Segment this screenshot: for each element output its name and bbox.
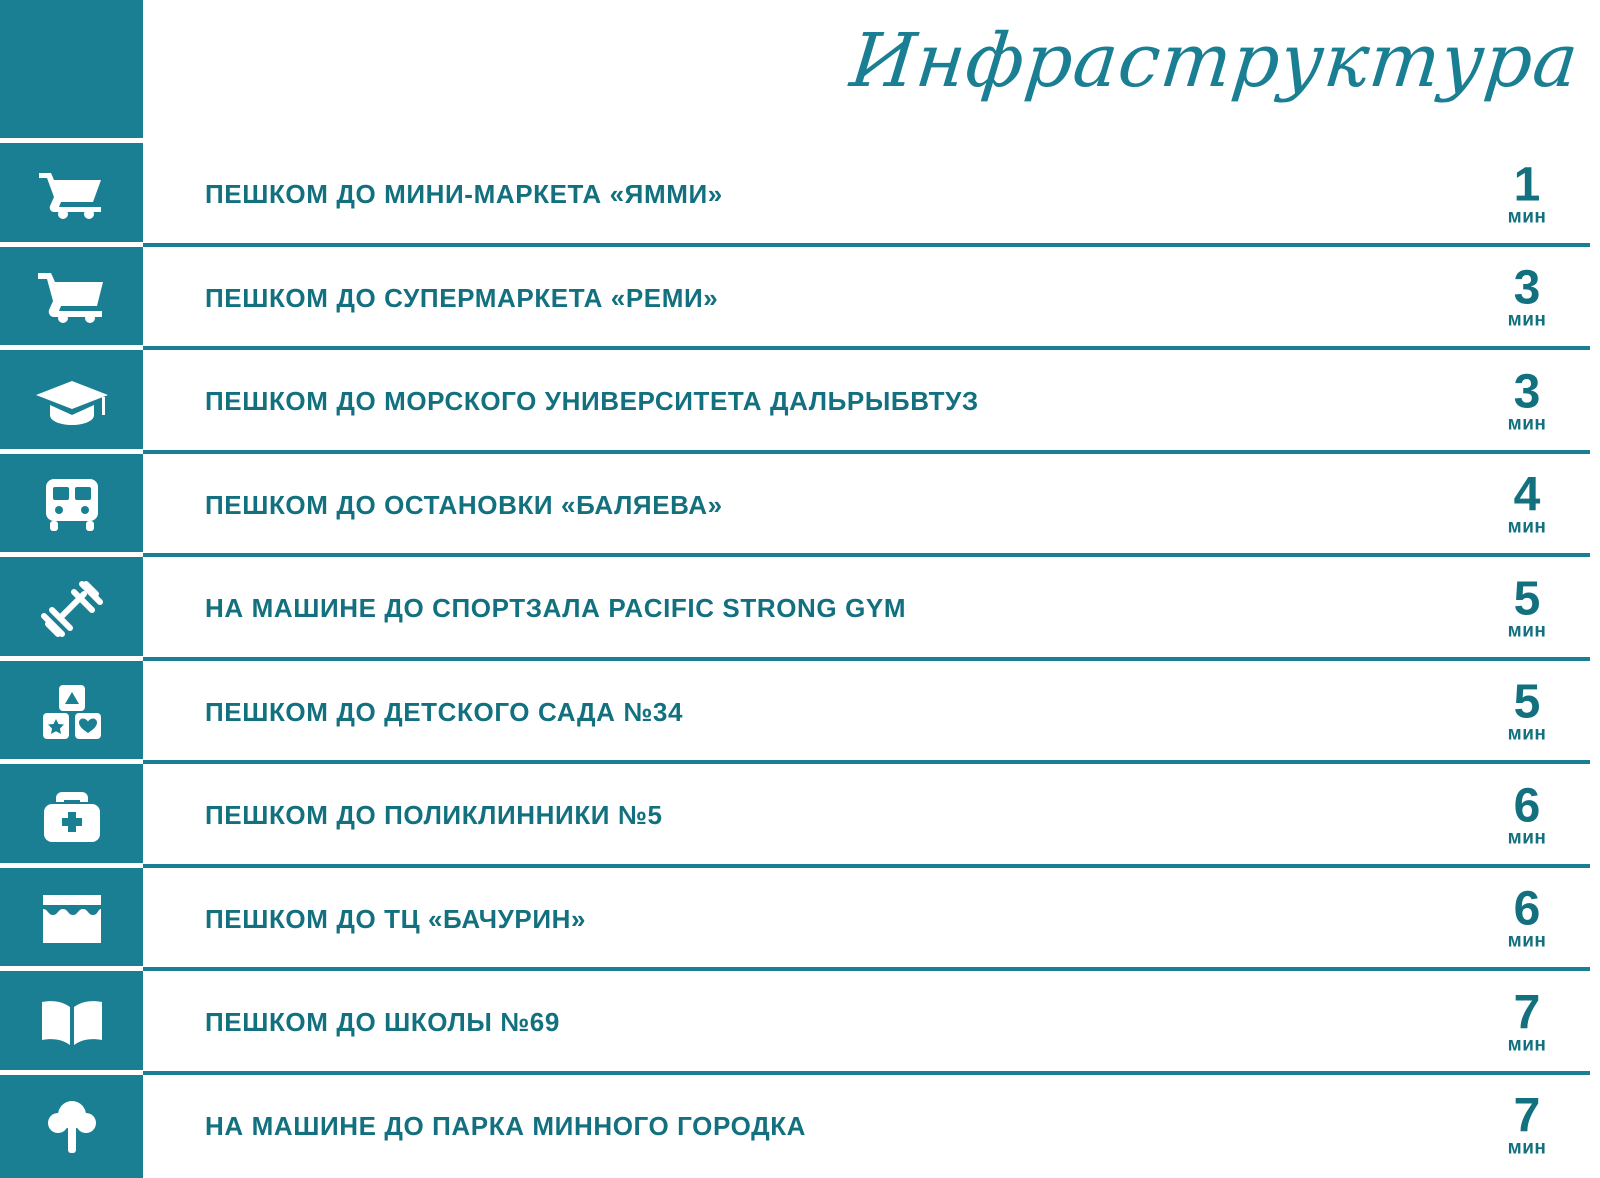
open-book-icon [38, 997, 106, 1049]
list-item-time [1482, 675, 1572, 745]
list-item-time [1482, 261, 1572, 331]
icon-cell [0, 971, 143, 1075]
icon-cell [0, 454, 143, 558]
list-item [0, 1075, 1600, 1178]
icon-cell [0, 247, 143, 351]
page-title: Инфраструктура [846, 18, 1583, 104]
list-item-label: ПЕШКОМ ДО ДЕТСКОГО САДА №34 [205, 696, 684, 727]
list-item-label: ПЕШКОМ ДО ПОЛИКЛИННИКИ №5 [205, 800, 663, 831]
time-value: 6 [1513, 882, 1541, 936]
time-unit: мин [1507, 620, 1547, 642]
time-unit: мин [1507, 930, 1547, 952]
list-item-label: ПЕШКОМ ДО МИНИ-МАРКЕТА «ЯММИ» [205, 179, 723, 210]
shopping-cart-icon [39, 169, 105, 221]
list-item-time [1482, 572, 1572, 642]
list-item-label: ПЕШКОМ ДО ШКОЛЫ №69 [205, 1007, 560, 1038]
list-item-label: ПЕШКОМ ДО ОСТАНОВКИ «БАЛЯЕВА» [205, 489, 723, 520]
icon-cell [0, 661, 143, 765]
infrastructure-list [0, 143, 1600, 1178]
content-cell [143, 764, 1600, 868]
content-cell [143, 868, 1600, 972]
dumbbell-icon [40, 580, 104, 638]
bus-icon [43, 477, 101, 533]
list-item-label: ПЕШКОМ ДО ТЦ «БАЧУРИН» [205, 903, 587, 934]
list-item [0, 764, 1600, 868]
time-value: 6 [1513, 779, 1541, 833]
icon-cell [0, 557, 143, 661]
list-item [0, 661, 1600, 765]
content-cell [143, 350, 1600, 454]
time-value: 3 [1513, 365, 1541, 419]
list-item-time [1482, 365, 1572, 435]
icon-cell [0, 1075, 143, 1178]
toy-blocks-icon [41, 683, 103, 741]
list-item [0, 247, 1600, 351]
list-item-time [1482, 986, 1572, 1056]
content-cell [143, 557, 1600, 661]
time-value: 7 [1513, 1089, 1541, 1143]
time-unit: мин [1507, 206, 1547, 228]
shopping-cart-icon [38, 271, 106, 325]
icon-cell [0, 764, 143, 868]
time-unit: мин [1507, 1034, 1547, 1056]
time-unit: мин [1507, 309, 1547, 331]
time-value: 3 [1513, 261, 1541, 315]
content-cell [143, 143, 1600, 247]
time-unit: мин [1507, 1137, 1547, 1159]
time-value: 7 [1513, 986, 1541, 1040]
list-item-time [1482, 468, 1572, 538]
list-item-label: НА МАШИНЕ ДО ПАРКА МИННОГО ГОРОДКА [205, 1110, 807, 1141]
header-accent-strip [0, 0, 143, 143]
time-unit: мин [1507, 723, 1547, 745]
time-unit: мин [1507, 516, 1547, 538]
list-item [0, 350, 1600, 454]
list-item-time [1482, 882, 1572, 952]
list-item-time [1482, 1089, 1572, 1159]
time-value: 5 [1513, 675, 1541, 729]
time-value: 5 [1513, 572, 1541, 626]
list-item [0, 557, 1600, 661]
list-item [0, 971, 1600, 1075]
content-cell [143, 454, 1600, 558]
icon-cell [0, 868, 143, 972]
shop-icon [39, 893, 105, 945]
time-unit: мин [1507, 413, 1547, 435]
content-cell [143, 1075, 1600, 1178]
time-value: 1 [1513, 158, 1541, 212]
content-cell [143, 247, 1600, 351]
tree-icon [45, 1097, 99, 1155]
list-item-label: ПЕШКОМ ДО МОРСКОГО УНИВЕРСИТЕТА ДАЛЬРЫБВТУЗ [205, 386, 979, 417]
list-item-label: ПЕШКОМ ДО СУПЕРМАРКЕТА «РЕМИ» [205, 282, 719, 313]
list-item [0, 868, 1600, 972]
icon-cell [0, 143, 143, 247]
content-cell [143, 971, 1600, 1075]
list-item [0, 454, 1600, 558]
list-item-time [1482, 779, 1572, 849]
graduation-cap-icon [36, 377, 108, 427]
time-value: 4 [1513, 468, 1541, 522]
first-aid-kit-icon [42, 788, 102, 844]
list-item-time [1482, 158, 1572, 228]
list-item-label: НА МАШИНЕ ДО СПОРТЗАЛА PACIFIC STRONG GYM [205, 593, 907, 624]
content-cell [143, 661, 1600, 765]
icon-cell [0, 350, 143, 454]
time-unit: мин [1507, 827, 1547, 849]
list-item [0, 143, 1600, 247]
